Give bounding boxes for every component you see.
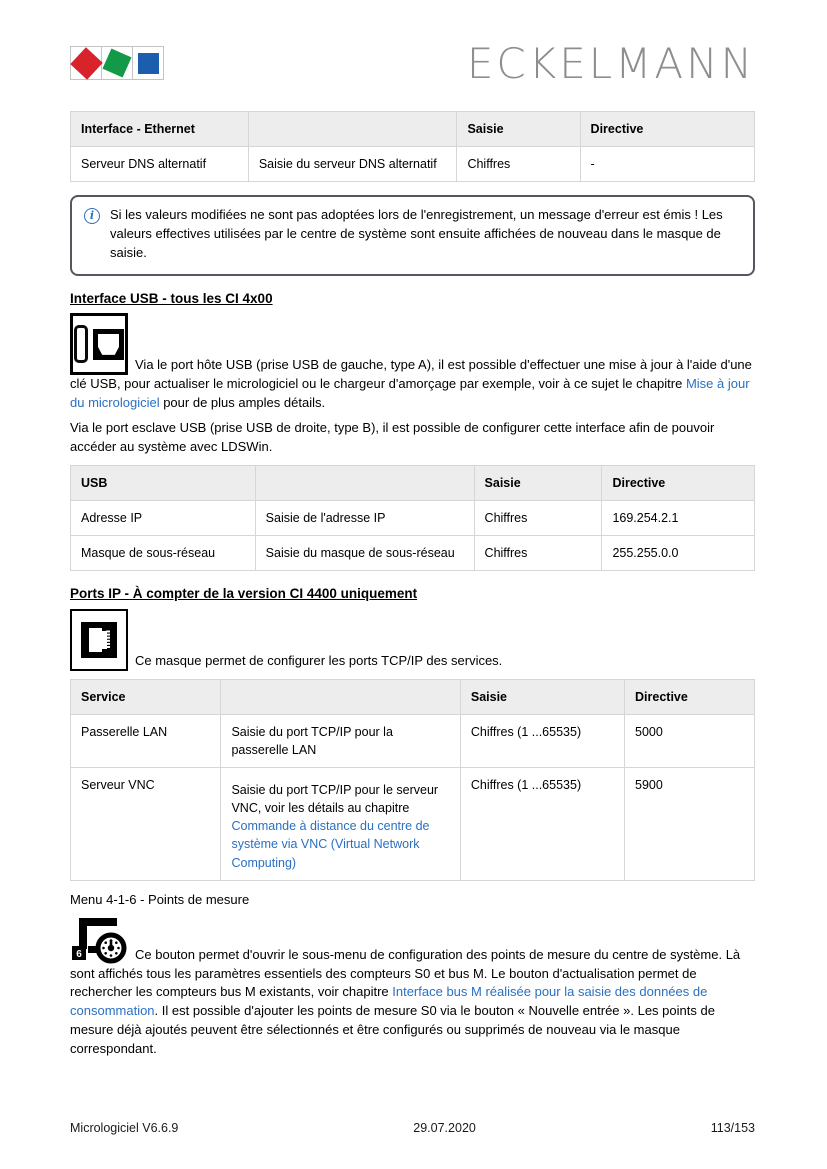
usb-paragraph-1 bbox=[70, 313, 755, 413]
table-cell: Chiffres (1 ...65535) bbox=[460, 714, 624, 767]
column-header: Interface - Ethernet bbox=[71, 112, 249, 147]
section-heading-usb: Interface USB - tous les CI 4x00 bbox=[70, 290, 273, 306]
info-icon: i bbox=[84, 208, 100, 224]
footer-version: Micrologiciel V6.6.9 bbox=[70, 1120, 179, 1135]
table-cell: Chiffres bbox=[474, 500, 602, 535]
usb-ports-icon bbox=[70, 313, 128, 375]
column-header: Saisie bbox=[460, 679, 624, 714]
table-cell: Chiffres bbox=[457, 147, 580, 182]
paragraph-text: pour de plus amples détails. bbox=[159, 395, 326, 411]
table-cell: Serveur VNC bbox=[71, 768, 221, 881]
column-header: Directive bbox=[625, 679, 755, 714]
table-cell: Masque de sous-réseau bbox=[71, 535, 256, 570]
column-header: USB bbox=[71, 465, 256, 500]
brand-wordmark: ECKELMANN bbox=[466, 39, 755, 88]
cell-text: Saisie du port TCP/IP pour le serveur VNC, voir les détails au chapitre bbox=[231, 783, 439, 816]
link-commande-a-distance-vnc[interactable]: Commande à distance du centre de système via VNC (Virtual Network Computing) bbox=[231, 819, 430, 870]
table-cell: - bbox=[580, 147, 754, 182]
column-header: Directive bbox=[602, 465, 755, 500]
table-row bbox=[71, 768, 755, 881]
table-row bbox=[71, 500, 755, 535]
usb-a-port-icon bbox=[74, 325, 88, 363]
table-cell: 5900 bbox=[625, 768, 755, 881]
logo-tile-blue bbox=[132, 46, 164, 80]
usb-b-port-icon bbox=[93, 329, 124, 360]
table-cell: Chiffres (1 ...65535) bbox=[460, 768, 624, 881]
ports-ip-paragraph bbox=[70, 609, 755, 671]
table-row bbox=[71, 714, 755, 767]
table-row bbox=[71, 535, 755, 570]
footer-date: 29.07.2020 bbox=[413, 1120, 476, 1135]
table-row bbox=[71, 147, 755, 182]
table-cell: Serveur DNS alternatif bbox=[71, 147, 249, 182]
table-cell bbox=[221, 768, 460, 881]
table-cell: 255.255.0.0 bbox=[602, 535, 755, 570]
logo-tile-red bbox=[70, 46, 102, 80]
svg-text:6: 6 bbox=[76, 948, 82, 960]
logo-tile-green bbox=[101, 46, 133, 80]
info-note-box bbox=[70, 195, 755, 276]
column-header: Saisie bbox=[474, 465, 602, 500]
table-cell: Saisie de l'adresse IP bbox=[255, 500, 474, 535]
services-table bbox=[70, 679, 755, 881]
table-cell: Passerelle LAN bbox=[71, 714, 221, 767]
link-mise-a-jour-micrologiciel[interactable]: Mise à jour du micrologiciel bbox=[70, 376, 750, 411]
ethernet-table-header-row bbox=[71, 112, 755, 147]
table-cell: Adresse IP bbox=[71, 500, 256, 535]
column-header bbox=[248, 112, 457, 147]
usb-table-header-row bbox=[71, 465, 755, 500]
footer-page-number: 113/153 bbox=[710, 1120, 755, 1135]
paragraph-text: Ce masque permet de configurer les ports TCP/IP des services. bbox=[135, 652, 503, 668]
menu-4-1-6-title: Menu 4-1-6 - Points de mesure bbox=[70, 891, 250, 907]
usb-table bbox=[70, 465, 755, 571]
ethernet-table bbox=[70, 111, 755, 182]
table-cell: 5000 bbox=[625, 714, 755, 767]
column-header bbox=[255, 465, 474, 500]
measure-points-menu-icon bbox=[70, 915, 128, 965]
paragraph-text: Ce bouton permet d'ouvrir le sous-menu de configuration des points de mesure du centre de système. Là sont affichés tous les paramètres essentiels des compteurs S0 et bus M. Le bouton d'actualisation permet de rechercher les compteurs bus M existants, voir chapitre bbox=[70, 946, 741, 1000]
ethernet-port-icon bbox=[70, 609, 128, 671]
eckelmann-logo-icon bbox=[70, 46, 164, 80]
table-cell: Saisie du masque de sous-réseau bbox=[255, 535, 474, 570]
link-interface-bus-m[interactable]: Interface bus M réalisée pour la saisie des données de consommation bbox=[70, 984, 708, 1019]
note-text: Si les valeurs modifiées ne sont pas adoptées lors de l'enregistrement, un message d'erreur est émis ! Les valeurs effectives utilisées par le centre de système sont ensuite affichées de nouveau dans le masque de saisie. bbox=[110, 207, 723, 260]
paragraph-text: Via le port hôte USB (prise USB de gauche, type A), il est possible d'effectuer une mise à jour à l'aide d'une clé USB, pour actualiser le micrologiciel ou le chargeur d'amorçage par exemple, voir à ce sujet le chapitre bbox=[70, 357, 752, 392]
measure-paragraph bbox=[70, 915, 755, 1059]
table-cell: Chiffres bbox=[474, 535, 602, 570]
column-header bbox=[221, 679, 460, 714]
section-heading-ports-ip: Ports IP - À compter de la version CI 4400 uniquement bbox=[70, 586, 418, 602]
page-header bbox=[70, 39, 755, 88]
column-header: Directive bbox=[580, 112, 754, 147]
column-header: Saisie bbox=[457, 112, 580, 147]
table-cell: 169.254.2.1 bbox=[602, 500, 755, 535]
table-cell: Saisie du serveur DNS alternatif bbox=[248, 147, 457, 182]
page-footer bbox=[70, 1119, 755, 1137]
services-table-header-row bbox=[71, 679, 755, 714]
paragraph-text: . Il est possible d'ajouter les points de mesure S0 via le bouton « Nouvelle entrée ». Les points de mesure déjà ajoutés peuvent être sélectionnés et être configurés ou supprimés de nouveau via le masque correspondant. bbox=[70, 1003, 715, 1056]
column-header: Service bbox=[71, 679, 221, 714]
usb-paragraph-2: Via le port esclave USB (prise USB de droite, type B), il est possible de configurer cette interface afin de pouvoir accéder au système avec LDSWin. bbox=[70, 420, 715, 454]
table-cell: Saisie du port TCP/IP pour la passerelle LAN bbox=[221, 714, 460, 767]
